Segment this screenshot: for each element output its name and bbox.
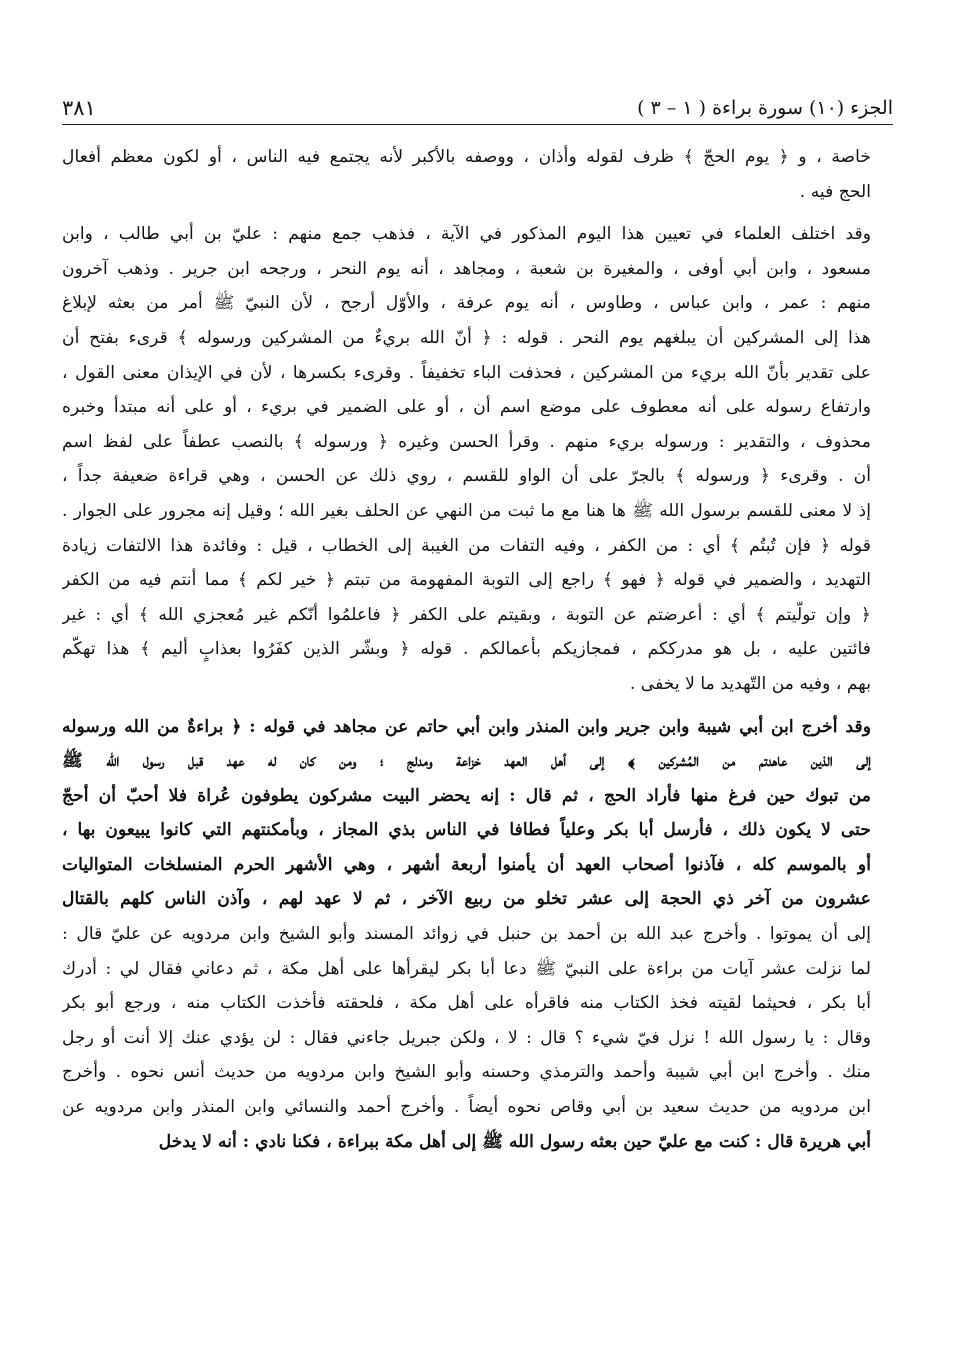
text-line: ابن مردويه من حديث سعيد بن أبي وقاص نحوه أيضاً . وأخرج أحمد والنسائي وابن المنذر وابن مردويه عن <box>62 1097 871 1118</box>
text-line: على تقدير بأنّ الله بريء من المشركين ، فحذفت الباء تخفيفاً . وقرىء بكسرها ، لأن في الإيذان معنى القول ، <box>62 362 871 383</box>
text-line: أو بالموسم كله ، فآذنوا أصحاب العهد أن يأمنوا أربعة أشهر ، وهي الأشهر الحرم المنسلخات المتواليات <box>62 854 871 875</box>
text-line: أبا بكر ، فحيثما لقيته فخذ الكتاب منه فاقرأه على أهل مكة ، فلحقته فأخذت الكتاب منه ، ورجع أبو بكر <box>62 993 871 1014</box>
page-header <box>62 92 893 125</box>
paragraph-2 <box>62 217 893 701</box>
text-line: منهم : عمر ، وابن عباس ، وطاوس ، أنه يوم عرفة ، والأوّل أرجح ، لأن النبيّ ﷺ أمر من بعثه لإبلاغ <box>62 293 871 314</box>
text-line: التهديد ، والضمير في قوله ﴿ فهو ﴾ راجع إلى التوبة المفهومة من تبتم ﴿ خير لكم ﴾ مما أنتم فيه من الكفر <box>62 570 871 591</box>
text-line: فائتين عليه ، بل هو مدرككم ، فمجازيكم بأعمالكم . قوله ﴿ وبشّر الذين كفَرُوا بعذابٍ أليم ﴾ هذا تهكّم <box>62 639 871 660</box>
paragraph-3 <box>62 710 893 1160</box>
text-line: وقد أخرج ابن أبي شيبة وابن جرير وابن المنذر وابن أبي حاتم عن مجاهد في قوله : ﴿ براءةٌ من الله ورسوله <box>62 716 871 737</box>
text-line: قوله ﴿ فإن تُبتُم ﴾ أي : من الكفر ، وفيه التفات من الغيبة إلى الخطاب ، قيل : وفائدة هذا الالتفات زيادة <box>62 535 871 556</box>
text-line: لما نزلت عشر آيات من براءة على النبيّ ﷺ دعا أبا بكر ليقرأها على أهل مكة ، ثم دعاني فقال لي : أدرك <box>62 958 871 979</box>
running-header-title: الجزء (١٠) سورة براءة ( ١ – ٣ ) <box>637 97 893 119</box>
page-number: ٣٨١ <box>62 96 96 120</box>
paragraph-1 <box>62 140 893 209</box>
text-line: إذ لا معنى للقسم برسول الله ﷺ ها هنا مع ما ثبت من النهي عن الحلف بغير الله ؛ وقيل إنه مجرور على الجوار . <box>62 500 871 521</box>
text-line: إلى الذين عاهدتم من المُشركين ﴾ إلى أهل العهد خزاعة ومدلج ؛ ومن كان له عهد قبل رسول الله ﷺ <box>62 751 871 772</box>
text-line: ﴿ وإن تولّيتم ﴾ أي : أعرضتم عن التوبة ، وبقيتم على الكفر ﴿ فاعلمُوا أنّكم غير مُعجزي الله ﴾ أي : غير <box>62 604 871 625</box>
text-line: أن . وقرىء ﴿ ورسوله ﴾ بالجرّ على أن الواو للقسم ، روي ذلك عن الحسن ، وهي قراءة ضعيفة جداً ، <box>62 466 871 487</box>
body-text <box>62 140 893 1159</box>
text-line: إلى أن يموتوا . وأخرج عبد الله بن أحمد بن حنبل في زوائد المسند وأبو الشيخ وابن مردويه عن عليّ قال : <box>62 924 871 945</box>
text-line: وقد اختلف العلماء في تعيين هذا اليوم المذكور في الآية ، فذهب جمع منهم : عليّ بن أبي طالب ، وابن <box>62 224 871 245</box>
text-line: خاصة ، و ﴿ يوم الحجّ ﴾ ظرف لقوله وأذان ، ووصفه بالأكبر لأنه يجتمع فيه الناس ، أو لكون معظم أفعال <box>62 147 871 167</box>
text-line: منك . وأخرج ابن أبي شيبة وأحمد والترمذي وحسنه وأبو الشيخ وابن مردويه من حديث أنس نحوه . وأخرج <box>62 1062 871 1083</box>
text-line: من تبوك حين فرغ منها فأراد الحج ، ثم قال : إنه يحضر البيت مشركون يطوفون عُراة فلا أحبّ أن أحجّ <box>62 785 871 806</box>
text-line: بهم ، وفيه من التّهديد ما لا يخفى . <box>629 673 871 694</box>
text-line: وارتفاع رسوله على أنه معطوف على موضع اسم أن ، أو على الضمير في بريء ، أو على أنه مبتدأ وخبره <box>62 397 871 418</box>
text-line: أبي هريرة قال : كنت مع عليّ حين بعثه رسول الله ﷺ إلى أهل مكة ببراءة ، فكنا نادي : أنه لا يدخل <box>158 1131 871 1152</box>
text-line: حتى لا يكون ذلك ، فأرسل أبا بكر وعلياً فطافا في الناس بذي المجاز ، وبأمكنتهم التي كانوا يبيعون بها ، <box>62 820 871 841</box>
text-line: وقال : يا رسول الله ! نزل فيّ شيء ؟ قال : لا ، ولكن جبريل جاءني فقال : لن يؤدي عنك إلا أنت أو رجل <box>62 1027 871 1048</box>
text-line: هذا إلى المشركين أن يبلغهم يوم النحر . قوله : ﴿ أنّ الله بريءٌ من المشركين ورسوله ﴾ قرىء بفتح أن <box>62 327 871 348</box>
text-line: الحج فيه . <box>799 181 871 202</box>
text-line: عشرون من آخر ذي الحجة إلى عشر تخلو من ربيع الآخر ، ثم لا عهد لهم ، وآذن الناس كلهم بالقتال <box>62 889 871 910</box>
text-line: محذوف ، والتقدير : ورسوله بريء منهم . وقرأ الحسن وغيره ﴿ ورسوله ﴾ بالنصب عطفاً على لفظ اسم <box>62 431 871 452</box>
text-line: مسعود ، وابن أبي أوفى ، والمغيرة بن شعبة ، ومجاهد ، أنه يوم النحر ، ورجحه ابن جرير . وذهب آخرون <box>62 258 871 279</box>
